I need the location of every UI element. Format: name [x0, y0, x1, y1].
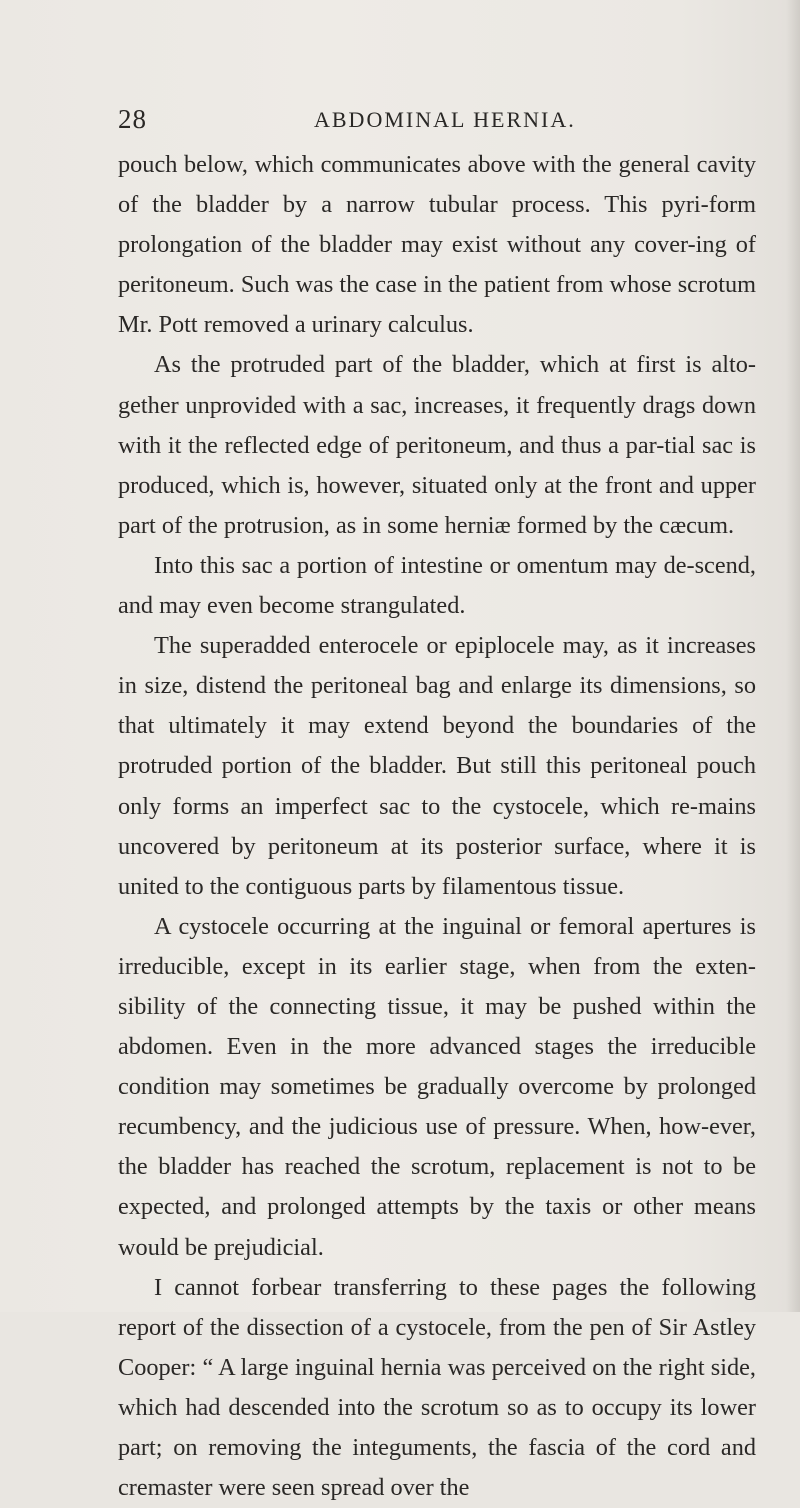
paragraph: Into this sac a portion of intestine or omentum may de-scend, and may even become strangulated. [118, 551, 756, 620]
paragraph: A cystocele occurring at the inguinal or femoral apertures is irreducible, except in its earlier stage, when from the exten-sibility of the connecting tissue, it may be pushed within the abdomen. Even in the more advanced stages the irreducible condition may sometimes be gradually overcome by prolonged recumbency, and the judicious use of pressure. When, how-ever, the bladder has reached the scrotum, replacement is not to be expected, and prolonged attempts by the taxis or other means would be prejudicial. [118, 912, 756, 1261]
page-edge-shadow [786, 0, 800, 1312]
paragraph: I cannot forbear transferring to these pages the following report of the dissection of a cystocele, from the pen of Sir Astley Cooper: “ A large inguinal hernia was perceived on the right side, which had descended into the scrotum so as to occupy its lower part; on removing the integuments, the fascia of the cord and cremaster were seen spread over the [118, 1273, 756, 1502]
running-head: ABDOMINAL HERNIA. [314, 107, 576, 132]
paragraph: pouch below, which communicates above with the general cavity of the bladder by a narrow tubular process. This pyri-form prolongation of the bladder may exist without any cover-ing of peritoneum. Such was the case in the patient from whose scrotum Mr. Pott removed a urinary calculus. [118, 151, 756, 339]
page-number: 28 [118, 104, 147, 134]
body-text [118, 145, 756, 1508]
paragraph: The superadded enterocele or epiplocele may, as it increases in size, distend the peritoneal bag and enlarge its dimensions, so that ultimately it may extend beyond the boundaries of the protruded portion of the bladder. But still this peritoneal pouch only forms an imperfect sac to the cystocele, which re-mains uncovered by peritoneum at its posterior surface, where it is united to the contiguous parts by filamentous tissue. [118, 632, 756, 900]
paragraph: As the protruded part of the bladder, which at first is alto-gether unprovided with a sac, increases, it frequently drags down with it the reflected edge of peritoneum, and thus a par-tial sac is produced, which is, however, situated only at the front and upper part of the protrusion, as in some herniæ formed by the cæcum. [118, 351, 756, 539]
page-header [118, 104, 758, 138]
